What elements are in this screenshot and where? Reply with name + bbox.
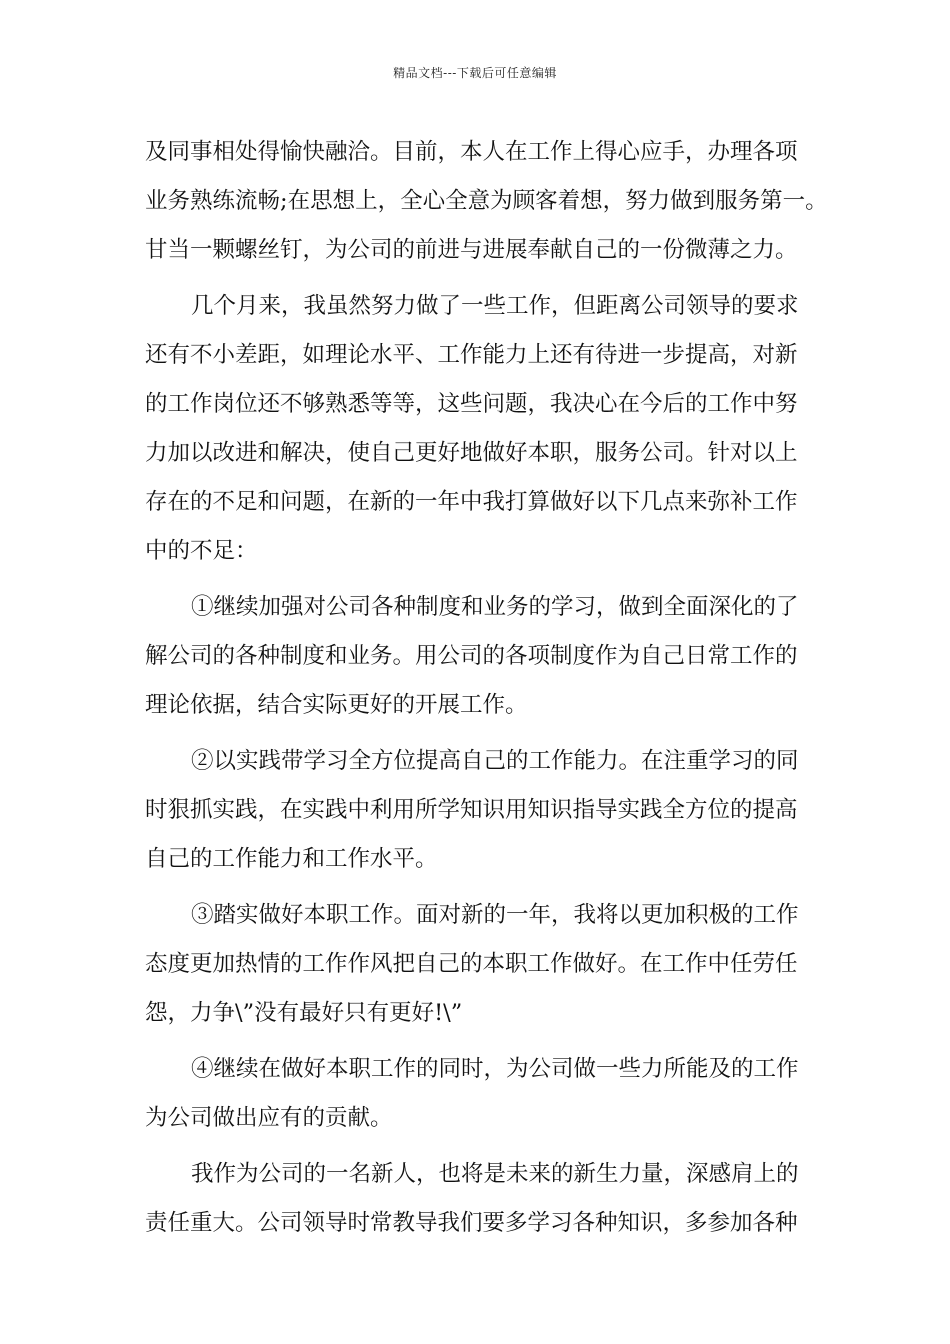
paragraph-item-1 (145, 583, 810, 730)
text-line: 理论依据，结合实际更好的开展工作。 (145, 692, 528, 718)
text-line: 怨，力争\”没有最好只有更好!\” (145, 1000, 463, 1026)
text-line: 甘当一颗螺丝钉，为公司的前进与进展奉献自己的一份微薄之力。 (145, 237, 798, 263)
text-line: 态度更加热情的工作作风把自己的本职工作做好。在工作中任劳任 (145, 951, 798, 977)
text-line: 几个月来，我虽然努力做了一些工作，但距离公司领导的要求 (191, 293, 799, 319)
paragraph-item-3 (145, 891, 810, 1038)
text-line: 业务熟练流畅;在思想上，全心全意为顾客着想，努力做到服务第一。 (145, 188, 828, 214)
paragraph-item-4 (145, 1045, 810, 1143)
text-line: ①继续加强对公司各种制度和业务的学习，做到全面深化的了 (191, 594, 799, 620)
paragraph-closing (145, 1150, 810, 1248)
text-line: 及同事相处得愉快融洽。目前，本人在工作上得心应手，办理各项 (145, 139, 798, 165)
paragraph-shortcomings (145, 282, 810, 576)
text-line: 中的不足： (145, 538, 258, 564)
text-line: 解公司的各种制度和业务。用公司的各项制度作为自己日常工作的 (145, 643, 798, 669)
text-line: 责任重大。公司领导时常教导我们要多学习各种知识，多参加各种 (145, 1210, 798, 1236)
text-line: 自己的工作能力和工作水平。 (145, 846, 438, 872)
paragraph-item-2 (145, 737, 810, 884)
text-line: 存在的不足和问题，在新的一年中我打算做好以下几点来弥补工作 (145, 489, 798, 515)
text-line: ④继续在做好本职工作的同时，为公司做一些力所能及的工作 (191, 1056, 799, 1082)
document-body (145, 128, 828, 1248)
text-line: 我作为公司的一名新人，也将是未来的新生力量，深感肩上的 (191, 1161, 799, 1187)
paragraph-continuation (145, 128, 828, 275)
text-line: 为公司做出应有的贡献。 (145, 1105, 393, 1131)
text-line: 力加以改进和解决，使自己更好地做好本职，服务公司。针对以上 (145, 440, 798, 466)
text-line: 还有不小差距，如理论水平、工作能力上还有待进一步提高，对新 (145, 342, 798, 368)
text-line: ③踏实做好本职工作。面对新的一年，我将以更加积极的工作 (191, 902, 799, 928)
text-line: 时狠抓实践，在实践中利用所学知识用知识指导实践全方位的提高 (145, 797, 798, 823)
text-line: 的工作岗位还不够熟悉等等，这些问题，我决心在今后的工作中努 (145, 391, 798, 417)
page-header: 精品文档---下载后可任意编辑 (393, 66, 557, 80)
text-line: ②以实践带学习全方位提高自己的工作能力。在注重学习的同 (191, 748, 799, 774)
